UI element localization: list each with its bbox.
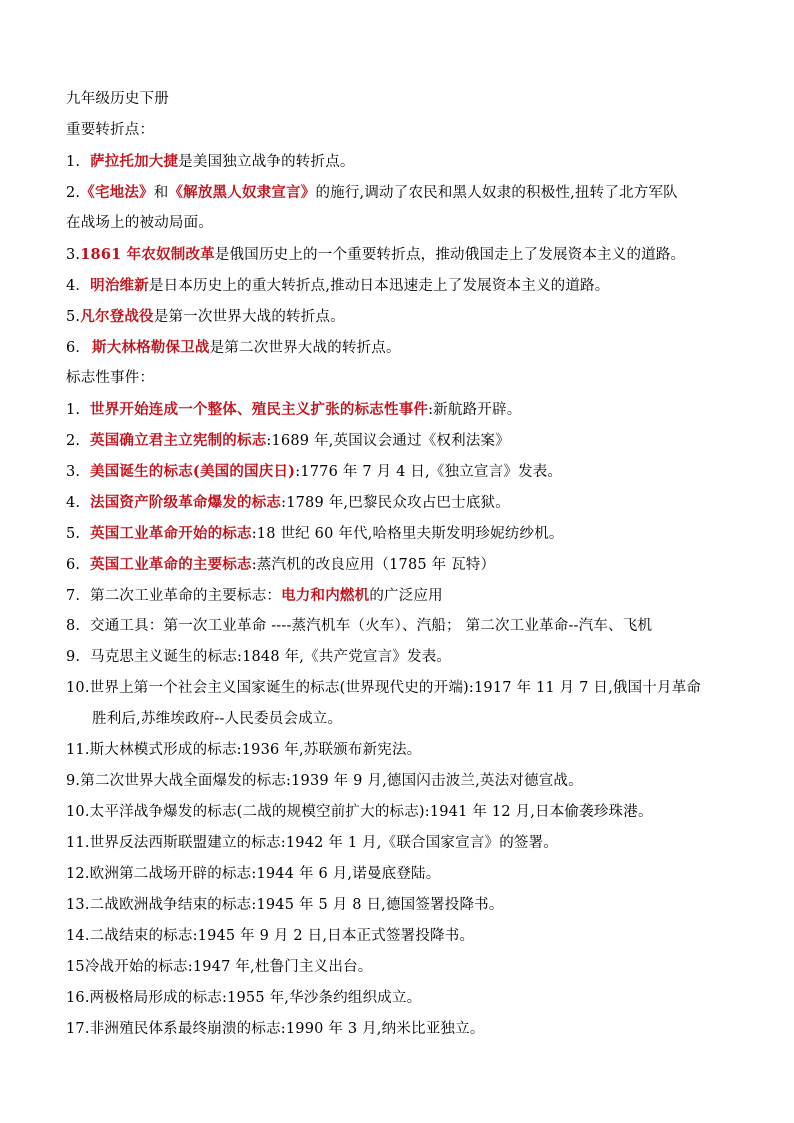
highlight-term: 萨拉托加大捷 <box>90 153 179 170</box>
highlight-term: 英国工业革命的主要标志 <box>90 556 252 573</box>
document-body <box>66 84 742 1045</box>
highlight-term: 明治维新 <box>90 277 149 294</box>
event-item: 4. 法国资产阶级革命爆发的标志:1789 年,巴黎民众攻占巴士底狱。 <box>66 494 510 511</box>
event-item: 2. 英国确立君主立宪制的标志:1689 年,英国议会通过《权利法案》 <box>66 432 510 449</box>
highlight-term: 电力和内燃机 <box>281 587 370 604</box>
event-item: 7. 第二次工业革命的主要标志：电力和内燃机的广泛应用 <box>66 587 443 604</box>
turning-point-item: 4．明治维新是日本历史上的重大转折点,推动日本迅速走上了发展资本主义的道路。 <box>66 277 610 294</box>
event-item: 16.两极格局形成的标志:1955 年,华沙条约组织成立。 <box>66 990 422 1006</box>
event-item: 1. 世界开始连成一个整体、殖民主义扩张的标志性事件:新航路开辟。 <box>66 401 522 418</box>
event-item: 11.斯大林模式形成的标志:1936 年,苏联颁布新宪法。 <box>66 742 422 758</box>
highlight-term: 斯大林格勒保卫战 <box>92 339 210 356</box>
document-title: 九年级历史下册 <box>66 91 169 107</box>
highlight-term: 《解放黑人奴隶宣言》 <box>168 184 316 201</box>
event-item: 12.欧洲第二战场开辟的标志:1944 年 6 月,诺曼底登陆。 <box>66 866 441 882</box>
event-item: 9. 马克思主义诞生的标志:1848 年,《共产党宣言》发表。 <box>66 649 452 665</box>
event-item: 9.第二次世界大战全面爆发的标志:1939 年 9 月,德国闪击波兰,英法对德宣战。 <box>66 773 583 789</box>
highlight-term: 《宅地法》 <box>80 184 154 201</box>
highlight-term: 1861 年农奴制改革 <box>80 246 215 263</box>
event-item: 11.世界反法西斯联盟建立的标志:1942 年 1 月,《联合国家宣言》的签署。 <box>66 835 559 851</box>
event-item: 13.二战欧洲战争结束的标志:1945 年 5 月 8 日,德国签署投降书。 <box>66 897 504 913</box>
highlight-term: 凡尔登战役 <box>80 308 154 325</box>
event-item: 15冷战开始的标志:1947 年,杜鲁门主义出台。 <box>66 959 373 975</box>
event-item: 10.太平洋战争爆发的标志(二战的规模空前扩大的标志):1941 年 12 月,日本偷袭珍珠港。 <box>66 804 653 820</box>
section-heading-landmark-events: 标志性事件： <box>66 370 155 386</box>
turning-point-item: 3.1861 年农奴制改革是俄国历史上的一个重要转折点，推动俄国走上了发展资本主义的道路。 <box>66 246 686 263</box>
event-item: 8. 交通工具：第一次工业革命 ----蒸汽机车（火车）、汽船； 第二次工业革命--汽车、飞机 <box>66 618 653 634</box>
event-item: 5. 英国工业革命开始的标志:18 世纪 60 年代,哈格里夫斯发明珍妮纺纱机。 <box>66 525 564 542</box>
event-item: 6. 英国工业革命的主要标志:蒸汽机的改良应用（1785 年 瓦特） <box>66 556 496 573</box>
turning-point-item-continuation: 在战场上的被动局面。 <box>66 215 213 231</box>
event-item-continuation: 胜利后,苏维埃政府--人民委员会成立。 <box>92 711 343 727</box>
highlight-term: 世界开始连成一个整体、殖民主义扩张的标志性事件 <box>90 401 429 418</box>
highlight-term: 法国资产阶级革命爆发的标志 <box>90 494 282 511</box>
event-item: 14.二战结束的标志:1945 年 9 月 2 日,日本正式签署投降书。 <box>66 928 475 944</box>
highlight-term: 英国确立君主立宪制的标志 <box>90 432 267 449</box>
turning-point-item: 6． 斯大林格勒保卫战是第二次世界大战的转折点。 <box>66 339 401 356</box>
highlight-term: 英国工业革命开始的标志 <box>90 525 252 542</box>
event-item: 10.世界上第一个社会主义国家诞生的标志(世界现代史的开端):1917 年 11 月 7 日,俄国十月革命 <box>66 680 702 696</box>
turning-point-item: 2.《宅地法》和《解放黑人奴隶宣言》的施行,调动了农民和黑人奴隶的积极性,扭转了北方军队 <box>66 184 678 201</box>
turning-point-item: 5.凡尔登战役是第一次世界大战的转折点。 <box>66 308 345 325</box>
turning-point-item: 1. 萨拉托加大捷是美国独立战争的转折点。 <box>66 153 355 170</box>
section-heading-turning-points: 重要转折点： <box>66 122 155 138</box>
event-item: 3. 美国诞生的标志(美国的国庆日):1776 年 7 月 4 日,《独立宣言》发表。 <box>66 463 563 480</box>
highlight-term: 美国诞生的标志(美国的国庆日) <box>90 463 296 480</box>
event-item: 17.非洲殖民体系最终崩溃的标志:1990 年 3 月,纳米比亚独立。 <box>66 1021 485 1037</box>
